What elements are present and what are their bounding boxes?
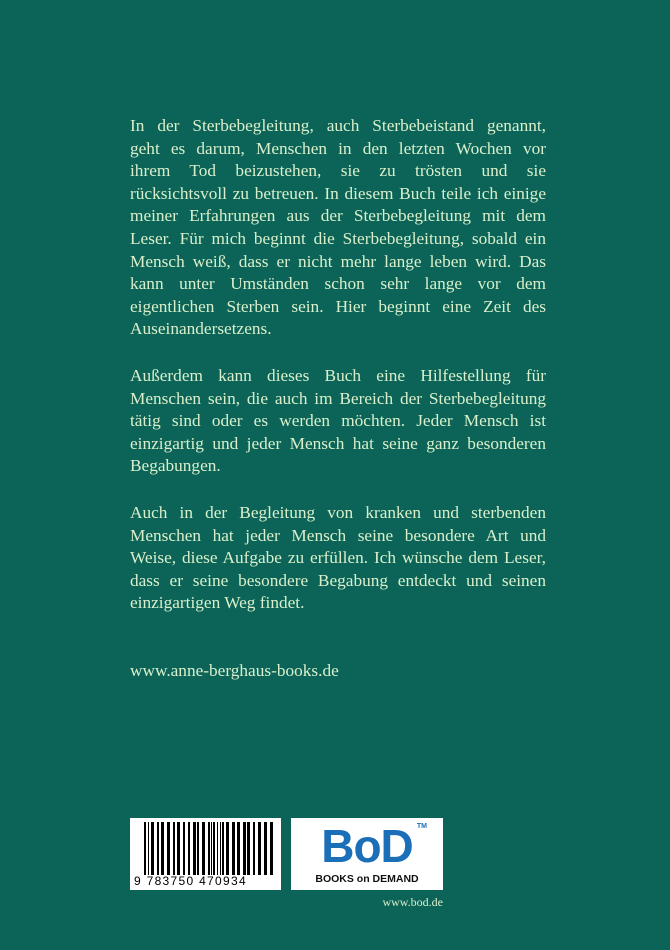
barcode-bar: [193, 822, 196, 875]
barcode-bar: [173, 822, 175, 875]
author-website: www.anne-berghaus-books.de: [130, 661, 339, 680]
text-line: Menschen sein, die auch im Bereich der Sterbebegleitung: [130, 388, 546, 408]
barcode-bar: [148, 822, 149, 875]
text-line: eigentlichen Sterben sein. Hier beginnt eine Zeit des: [130, 296, 546, 316]
blurb-paragraph-2: [130, 365, 546, 478]
text-line: rücksichtsvoll zu betreuen. In diesem Buch teile ich einige: [130, 183, 546, 203]
barcode-bar: [270, 822, 273, 875]
barcode-bar: [211, 822, 212, 875]
publisher-website: www.bod.de: [382, 895, 443, 909]
barcode-bar: [208, 822, 210, 875]
barcode-bar: [247, 822, 250, 875]
barcode-bar: [213, 822, 215, 875]
barcode-bar: [217, 822, 218, 875]
barcode-bar: [202, 822, 205, 875]
text-line: geht es darum, Menschen in den letzten Wochen vor: [130, 138, 546, 158]
isbn-barcode: [130, 818, 281, 890]
barcode-bar: [177, 822, 180, 875]
blurb-paragraph-3: [130, 502, 546, 615]
barcode-bar: [253, 822, 255, 875]
bod-logo-text: BoD: [321, 820, 413, 872]
barcode-bar: [264, 822, 267, 875]
barcode-bar: [243, 822, 246, 875]
barcode-bar: [258, 822, 261, 875]
barcode-bar: [188, 822, 190, 875]
barcode-bar: [222, 822, 224, 875]
blurb-paragraph-1: [130, 115, 546, 341]
text-line: einzigartig und jeder Mensch hat seine ganz besonderen: [130, 433, 546, 453]
text-line: ihrem Tod beizustehen, sie zu trösten und sie: [130, 161, 546, 181]
barcode-bar: [220, 822, 221, 875]
text-line: Weise, diese Aufgabe zu erfüllen. Ich wünsche dem Leser,: [130, 548, 546, 568]
barcode-bar: [237, 822, 240, 875]
isbn-number: 9 783750 470934: [134, 874, 247, 888]
barcode-bar: [144, 822, 146, 875]
text-line: kann unter Umständen schon sehr lange vor dem: [130, 274, 546, 294]
text-line: Außerdem kann dieses Buch eine Hilfestellung für: [130, 366, 546, 385]
barcode-bar: [161, 822, 164, 875]
text-line: In der Sterbebegleitung, auch Sterbebeistand genannt,: [130, 116, 546, 135]
barcode-bar: [197, 822, 199, 875]
text-line: Leser. Für mich beginnt die Sterbebegleitung, sobald ein: [130, 228, 546, 248]
barcode-bar: [157, 822, 159, 875]
barcode-bars: [144, 822, 274, 875]
barcode-bar: [183, 822, 185, 875]
text-line: Begabungen.: [130, 456, 221, 476]
text-line: Mensch weiß, dass er nicht mehr lange leben wird. Das: [130, 251, 546, 271]
text-line: einzigartigen Weg findet.: [130, 593, 305, 613]
barcode-bar: [151, 822, 154, 875]
text-line: meiner Erfahrungen aus der Sterbebegleitung mit dem: [130, 206, 546, 226]
publisher-tagline: BOOKS on DEMAND: [315, 873, 419, 885]
text-line: Menschen hat jeder Mensch seine besondere Art und: [130, 525, 546, 545]
text-line: Auseinandersetzens.: [130, 319, 272, 339]
text-line: tätig sind oder es werden möchten. Jeder Mensch ist: [130, 411, 546, 431]
barcode-bar: [232, 822, 235, 875]
trademark-mark: TM: [416, 823, 427, 830]
barcode-bar: [226, 822, 229, 875]
barcode-bar: [167, 822, 170, 875]
text-line: Auch in der Begleitung von kranken und sterbenden: [130, 503, 546, 522]
publisher-logo: [291, 818, 443, 890]
text-line: dass er seine besondere Begabung entdeckt und seinen: [130, 570, 546, 590]
